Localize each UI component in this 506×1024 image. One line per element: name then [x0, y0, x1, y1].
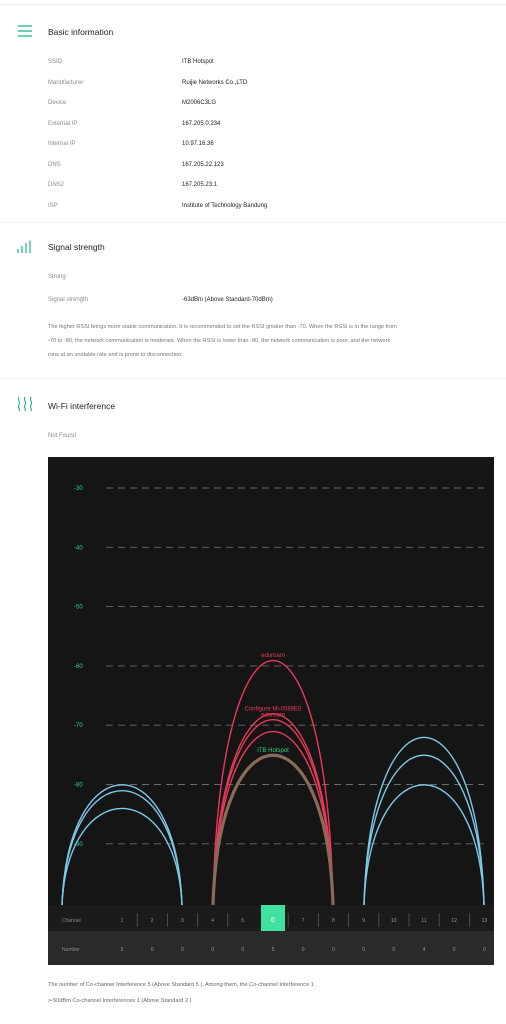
network-curve: [213, 732, 333, 905]
channel-tick-label: 4: [211, 918, 214, 924]
basic-info-section: [0, 10, 506, 222]
channel-tick-label: 7: [301, 918, 305, 924]
network-curve: [364, 755, 484, 905]
y-tick-label: -70: [74, 723, 83, 730]
basic-info-value: 167.205.0.234: [182, 120, 221, 127]
divider-2: [0, 378, 506, 379]
channel-count-label: 0: [181, 947, 184, 953]
signal-strength-label: Signal strength: [48, 297, 89, 303]
channel-count-label: 5: [120, 947, 124, 953]
wifi-interference-section: [0, 380, 506, 450]
y-tick-label: -30: [74, 486, 83, 492]
top-divider: [0, 4, 506, 5]
signal-strength-section: [0, 222, 506, 378]
signal-strength-value: -63dBm (Above Standard-70dBm): [182, 297, 273, 303]
channel-count-label: 0: [392, 947, 396, 953]
network-curve: [213, 714, 333, 905]
y-tick-label: -90: [74, 841, 83, 848]
channel-tick-label: 3: [181, 918, 184, 924]
menu-lines-icon: [17, 24, 33, 38]
chart-svg: [48, 457, 494, 965]
channel-tick-label: 6: [271, 917, 275, 924]
channel-tick-label: 12: [451, 918, 457, 924]
basic-info-label: DNS2: [48, 182, 65, 188]
channel-count-label: 5: [271, 947, 275, 953]
wifi-interference-status: Not Found: [48, 433, 77, 439]
basic-info-value: ITB Hotspot: [182, 59, 214, 65]
signal-description: The higher RSSI brings more stable communication. It is recommended to set the RSSI greater than -70. When the RSSI is in the range from -70 to -80, the network communication is moderate. When the RSSI is lower than -80, the network communication is poor, and the network runs at an unstable rate and is prone to disconnection.: [48, 324, 397, 358]
channel-tick-label: 13: [481, 918, 488, 924]
channel-count-label: 0: [241, 947, 245, 953]
network-curve: [364, 737, 484, 905]
signal-status: Strong: [48, 274, 66, 280]
channel-count-label: 0: [150, 947, 154, 953]
network-label: eduroam: [261, 652, 285, 659]
y-tick-label: -60: [74, 663, 83, 670]
basic-info-value: Ruijie Networks Co.,LTD: [182, 79, 248, 86]
channel-count-label: 0: [301, 947, 305, 953]
basic-info-value: 167.205.22.123: [182, 161, 224, 168]
basic-info-label: Manufacturer: [48, 79, 84, 86]
basic-info-label: Internal IP: [48, 141, 76, 147]
basic-info-value: M2006C3LG: [182, 100, 217, 106]
channel-row-label: Channel: [62, 918, 81, 924]
basic-info-title: Basic information: [48, 27, 114, 37]
basic-info-value: Institute of Technology Bandung: [182, 202, 268, 209]
channel-interference-chart: [48, 457, 494, 965]
y-tick-label: -80: [74, 782, 83, 789]
channel-count-label: 4: [422, 947, 426, 953]
network-label: eduroam: [261, 712, 285, 719]
channel-count-label: 0: [452, 947, 456, 953]
channel-tick-label: 1: [120, 918, 124, 924]
network-label: Configure Mi-0588E0: [244, 706, 302, 713]
signal-bars-icon: [16, 240, 34, 254]
channel-tick-label: 8: [332, 918, 335, 924]
signal-strength-title: Signal strength: [48, 242, 105, 252]
basic-info-label: Device: [48, 100, 67, 106]
number-row-label: Number: [62, 947, 80, 953]
channel-tick-label: 11: [421, 918, 427, 924]
y-tick-label: -50: [74, 604, 83, 611]
wifi-interference-title: Wi-Fi interference: [48, 401, 116, 411]
channel-tick-label: 5: [241, 918, 245, 924]
basic-info-value: 10.97.16.36: [182, 141, 214, 147]
network-label: ITB Hotspot: [257, 747, 289, 754]
network-curve: [213, 755, 333, 905]
basic-info-label: ISP: [48, 202, 58, 209]
channel-tick-label: 10: [391, 918, 397, 924]
basic-info-label: DNS: [48, 161, 61, 168]
channel-count-label: 0: [362, 947, 365, 953]
basic-info-label: SSID: [48, 59, 63, 65]
y-tick-label: -40: [74, 545, 83, 552]
cochannel-strong-summary: >-50dBm Co-channel Interferences 1 (Above Standard 2 ): [48, 998, 192, 1004]
cochannel-summary: The number of Co-channel Interference 5 (Above Standard 5 ), Among them, the Co-channel Interference 1: [48, 982, 314, 988]
channel-tick-label: 9: [362, 918, 365, 924]
basic-info-value: 167.205.23.1: [182, 182, 218, 188]
channel-count-label: 0: [332, 947, 335, 953]
channel-count-label: 0: [483, 947, 486, 953]
channel-count-label: 0: [211, 947, 214, 953]
wave-lines-icon: [16, 396, 34, 412]
network-curve: [364, 785, 484, 905]
channel-tick-label: 2: [150, 918, 154, 924]
basic-info-label: External IP: [48, 120, 78, 127]
